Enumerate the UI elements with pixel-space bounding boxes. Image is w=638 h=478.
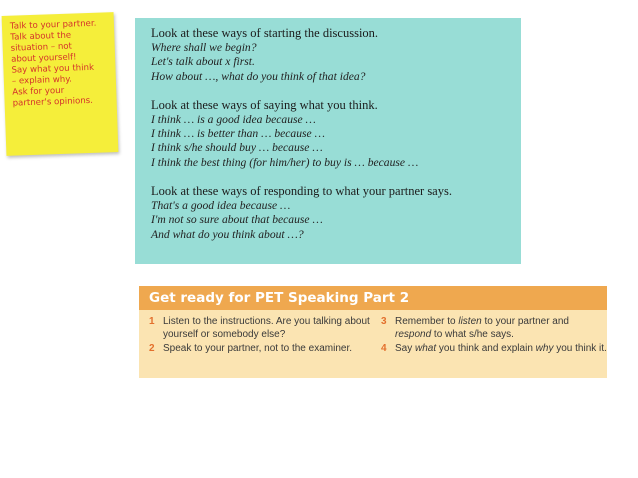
sticky-line: Talk to your partner. — [9, 18, 97, 32]
tip-item — [381, 316, 607, 341]
phrases-section-saying — [151, 98, 521, 170]
tip-item — [149, 316, 381, 341]
tip-item — [149, 343, 381, 356]
tip-number: 1 — [149, 316, 155, 327]
sticky-line: Ask for your — [12, 85, 65, 98]
sticky-line: situation – not — [10, 41, 73, 54]
sticky-line: Say what you think — [11, 62, 95, 76]
sticky-line: partner's opinions. — [12, 95, 94, 109]
tip-text: Remember to listen to your partner and respond to what s/he says. — [395, 316, 569, 340]
tip-number: 4 — [381, 343, 387, 355]
pet-tips-left — [149, 316, 381, 358]
tip-text: Say what you think and explain why you think it. — [395, 343, 607, 355]
section-heading: Look at these ways of responding to what your partner says. — [151, 184, 452, 199]
tip-number: 3 — [381, 316, 387, 327]
sticky-line: Talk about the — [10, 30, 72, 43]
phrases-section-responding — [151, 184, 521, 242]
example-phrase: I'm not so sure about that because … — [151, 213, 323, 227]
example-phrase: I think s/he should buy … because … — [151, 141, 323, 155]
section-heading: Look at these ways of saying what you think. — [151, 97, 378, 112]
pet-tips-box — [139, 286, 607, 378]
example-phrase: I think … is better than … because … — [151, 127, 325, 141]
pet-title: Get ready for PET Speaking Part 2 — [139, 286, 607, 310]
example-phrase: I think … is a good idea because … — [151, 112, 316, 126]
sticky-note — [2, 12, 119, 156]
tip-text: Speak to your partner, not to the examiner. — [163, 343, 353, 355]
example-phrase: Let's talk about x first. — [151, 55, 255, 69]
example-phrase: Where shall we begin? — [151, 41, 257, 54]
example-phrase: And what do you think about …? — [151, 227, 304, 241]
phrases-section-starting — [151, 26, 521, 84]
example-phrase: That's a good idea because … — [151, 199, 291, 213]
tip-item — [381, 343, 607, 356]
tip-text: Listen to the instructions. Are you talking about yourself or somebody else? — [163, 316, 370, 340]
tip-number: 2 — [149, 343, 155, 355]
sticky-line: about yourself! — [10, 52, 77, 65]
sticky-line: – explain why. — [11, 74, 73, 87]
example-phrase: How about …, what do you think of that idea? — [151, 69, 366, 83]
phrases-box — [135, 18, 521, 264]
section-heading: Look at these ways of starting the discussion. — [151, 26, 379, 40]
pet-tips-right — [381, 316, 607, 358]
example-phrase: I think the best thing (for him/her) to buy is … because … — [151, 155, 419, 169]
